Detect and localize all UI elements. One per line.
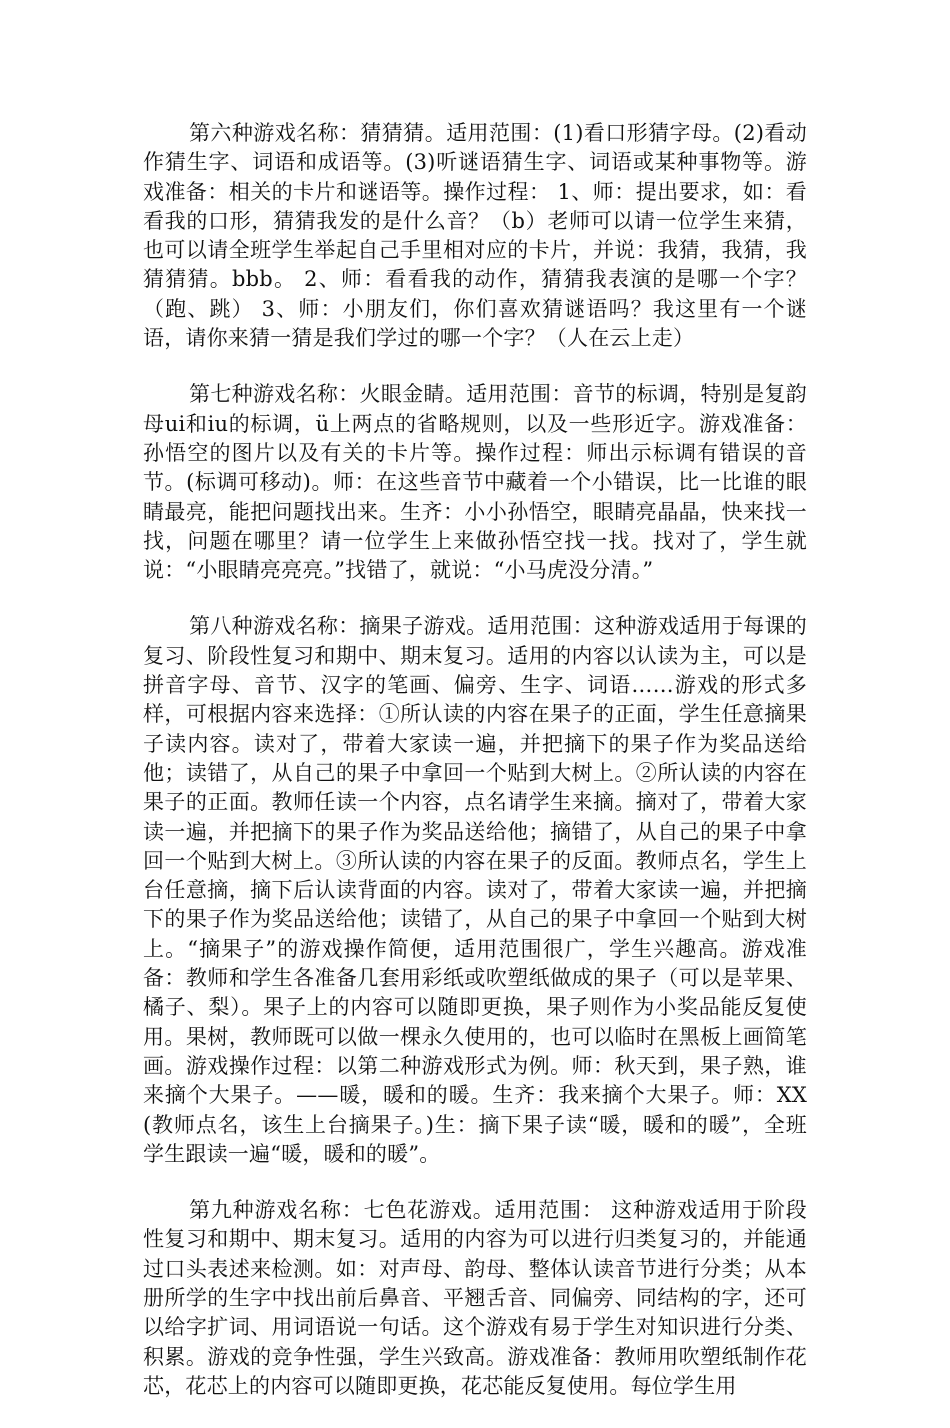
paragraph-game-6: 第六种游戏名称：猜猜猜。适用范围：(1)看口形猜字母。(2)看动作猜生字、词语和成语等。(3)听谜语猜生字、词语或某种事物等。游戏准备：相关的卡片和谜语等。操作过程： 1、师：提出要求，如：看看我的口形，猜猜我发的是什么音？（b）老师可以请一位学生来猜，也可以请全班学生举起自己手里相对应的卡片，并说：我猜，我猜，我猜猜猜。bbb。 2、师：看看我的动作，猜猜我表演的是哪一个字？（跑、跳） 3、师：小朋友们，你们喜欢猜谜语吗？我这里有一个谜语，请你来猜一猜是我们学过的哪一个字？（人在云上走） [143, 121, 808, 351]
paragraph-game-9: 第九种游戏名称：七色花游戏。适用范围： 这种游戏适用于阶段性复习和期中、期末复习。适用的内容为可以进行归类复习的，并能通过口头表述来检测。如：对声母、韵母、整体认读音节进行分类；从本册所学的生字中找出前后鼻音、平翘舌音、同偏旁、同结构的字，还可以给字扩词、用词语说一句话。这个游戏有易于学生对知识进行分类、积累。游戏的竞争性强，学生兴致高。游戏准备：教师用吹塑纸制作花芯，花芯上的内容可以随即更换，花芯能反复使用。每位学生用 [143, 1198, 807, 1398]
document-page [143, 119, 807, 1428]
paragraph-game-7: 第七种游戏名称：火眼金睛。适用范围：音节的标调，特别是复韵母ui和iu的标调，ü上两点的省略规则，以及一些形近字。游戏准备：孙悟空的图片以及有关的卡片等。操作过程：师出示标调有错误的音节。(标调可移动)。师：在这些音节中藏着一个小错误，比一比谁的眼睛最亮，能把问题找出来。生齐：小小孙悟空，眼睛亮晶晶，快来找一找，问题在哪里？请一位学生上来做孙悟空找一找。找对了，学生就说：“小眼睛亮亮亮。”找错了，就说：“小马虎没分清。” [143, 382, 807, 583]
paragraph-game-8: 第八种游戏名称：摘果子游戏。适用范围：这种游戏适用于每课的复习、阶段性复习和期中、期末复习。适用的内容以认读为主，可以是拼音字母、音节、汉字的笔画、偏旁、生字、词语……游戏的形式多样，可根据内容来选择：①所认读的内容在果子的正面，学生任意摘果子读内容。读对了，带着大家读一遍，并把摘下的果子作为奖品送给他；读错了，从自己的果子中拿回一个贴到大树上。②所认读的内容在果子的正面。教师任读一个内容，点名请学生来摘。摘对了，带着大家读一遍，并把摘下的果子作为奖品送给他；摘错了，从自己的果子中拿回一个贴到大树上。③所认读的内容在果子的反面。教师点名，学生上台任意摘，摘下后认读背面的内容。读对了，带着大家读一遍，并把摘下的果子作为奖品送给他；读错了，从自己的果子中拿回一个贴到大树上。“摘果子”的游戏操作简便，适用范围很广，学生兴趣高。游戏准备：教师和学生各准备几套用彩纸或吹塑纸做成的果子（可以是苹果、橘子、梨）。果子上的内容可以随即更换，果子则作为小奖品能反复使用。果树，教师既可以做一棵永久使用的，也可以临时在黑板上画简笔画。游戏操作过程：以第二种游戏形式为例。师：秋天到，果子熟，谁来摘个大果子。——暖，暖和的暖。生齐：我来摘个大果子。师：XX(教师点名，该生上台摘果子。)生：摘下果子读“暖，暖和的暖”，全班学生跟读一遍“暖，暖和的暖”。 [143, 614, 807, 1166]
